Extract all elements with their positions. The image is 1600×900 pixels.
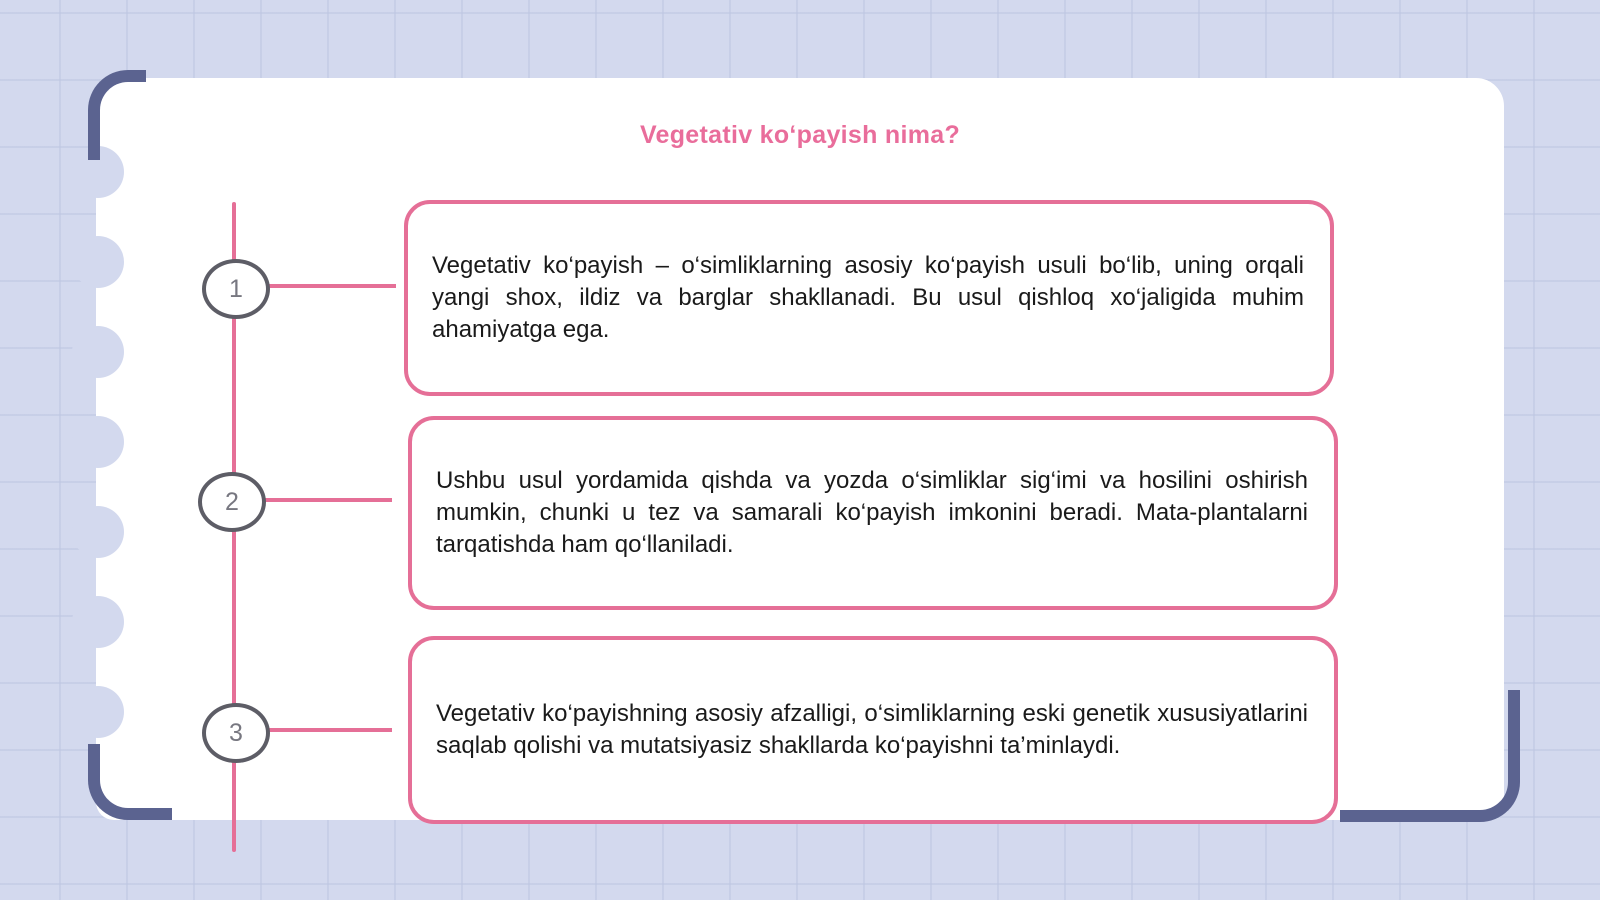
- timeline-card-1: [404, 200, 1334, 396]
- timeline-connector-1: [266, 284, 396, 288]
- paper-notch: [72, 506, 124, 558]
- paper-notch: [72, 686, 124, 738]
- paper-notch: [72, 416, 124, 468]
- corner-bracket-bottom-right: [1340, 690, 1520, 822]
- timeline-card-text: Ushbu usul yordamida qishda va yozda o‘simliklar sig‘imi va hosilini oshirish mumkin, chunki u tez va samarali ko‘payish imkonini beradi. Mata-plantalarni tarqatishda ham qo‘llaniladi.: [436, 467, 1308, 558]
- timeline-connector-3: [266, 728, 392, 732]
- corner-bracket-bottom-left: [88, 744, 172, 820]
- timeline-node-1: 1: [202, 259, 270, 319]
- timeline-node-3: 3: [202, 703, 270, 763]
- timeline-card-2: [408, 416, 1338, 610]
- slide-title: Vegetativ ko‘payish nima?: [639, 121, 961, 149]
- timeline-card-text: Vegetativ ko‘payish – o‘simliklarning asosiy ko‘payish usuli bo‘lib, uning orqali yangi shox, ildiz va barglar shakllanadi. Bu usul qishloq xo‘jaligida muhim ahamiyatga ega.: [432, 252, 1304, 343]
- timeline-card-text: Vegetativ ko‘payishning asosiy afzalligi, o‘simliklarning eski genetik xususiyatlarini saqlab qolishi va mutatsiyasiz shakllarda ko‘payishni ta’minlaydi.: [436, 700, 1308, 759]
- timeline-connector-2: [262, 498, 392, 502]
- paper-notch: [72, 236, 124, 288]
- timeline-node-2: 2: [198, 472, 266, 532]
- timeline-card-3: [408, 636, 1338, 824]
- paper-notch: [72, 326, 124, 378]
- paper-notch: [72, 596, 124, 648]
